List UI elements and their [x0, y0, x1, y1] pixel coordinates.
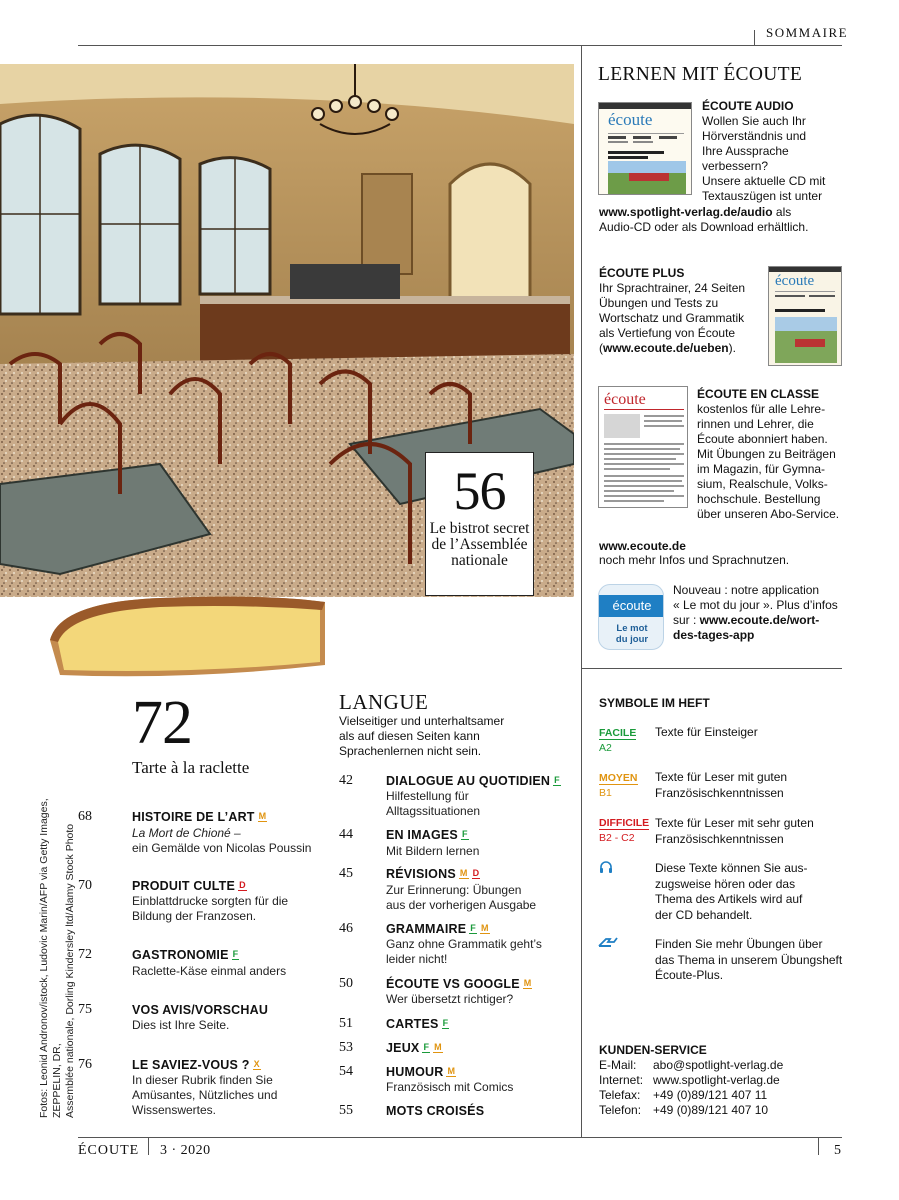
- audio-cd-cover[interactable]: [598, 102, 692, 195]
- text-line: Ihre Aussprache: [702, 144, 789, 158]
- toc-entry-desc: aus der vorherigen Ausgabe: [386, 898, 537, 912]
- toc-entry-title: VOS AVIS/VORSCHAU: [132, 1003, 269, 1017]
- highlight-title: Tarte à la raclette: [132, 758, 250, 777]
- toc-entry-desc: Bildung der Franzosen.: [132, 909, 257, 923]
- app-icon-label: [599, 623, 664, 645]
- web-link[interactable]: www.ecoute.de: [599, 539, 686, 553]
- credit-line: Assemblée nationale, Dorling Kindersley ltd/Alamy Stock Photo: [64, 823, 76, 1118]
- toc-entry-title: CARTES F: [386, 1017, 449, 1031]
- text-line: der CD behandelt.: [655, 907, 753, 922]
- app-icon-word: écoute: [599, 595, 664, 617]
- toc-entry-title: EN IMAGES F: [386, 828, 468, 842]
- text-line: Wollen Sie auch Ihr: [702, 114, 806, 128]
- service-fax: +49 (0)89/121 407 11: [653, 1088, 768, 1102]
- symbol-difficile-label: DIFFICILE: [599, 817, 650, 829]
- level-badge-moyen: M: [523, 978, 532, 988]
- toc-entry-desc: Einblattdrucke sorgten für die: [132, 894, 289, 908]
- toc-entry-title: LE SAVIEZ-VOUS ? X: [132, 1058, 260, 1072]
- text-line: Wortschatz und Grammatik: [599, 311, 745, 325]
- plus-text: [599, 281, 745, 356]
- text-fragment: (: [599, 341, 603, 355]
- level-badge-facile: F: [470, 923, 476, 933]
- text-line: Nouveau : notre application: [673, 583, 820, 597]
- app-link[interactable]: www.ecoute.de/wort-: [699, 613, 820, 627]
- text-line: Diese Texte können Sie aus-: [655, 861, 808, 875]
- toc-entry-desc: Wissenswertes.: [132, 1103, 217, 1117]
- text-line: « Le mot du jour ». Plus d’infos: [673, 598, 838, 612]
- toc-page-number: 53: [339, 1040, 353, 1055]
- classe-title: ÉCOUTE EN CLASSE: [697, 387, 820, 401]
- footer-tick: [148, 1138, 149, 1155]
- text-line: Écoute-Plus.: [655, 968, 724, 982]
- level-badge-facile: F: [442, 1018, 449, 1028]
- toc-page-number: 50: [339, 976, 353, 991]
- service-key: Internet:: [599, 1073, 644, 1087]
- service-phone-row: [599, 1103, 769, 1117]
- text-line: sium, Realschule, Volks-: [697, 477, 828, 491]
- web-desc: noch mehr Infos und Sprachnutzen.: [599, 553, 790, 567]
- toc-entry-title: GASTRONOMIE F: [132, 948, 239, 962]
- headphones-icon: [599, 860, 613, 879]
- toc-entry-title: MOTS CROISÉS: [386, 1104, 485, 1118]
- app-icon[interactable]: [598, 584, 664, 650]
- footer-tick: [818, 1138, 819, 1155]
- symbol-moyen-desc: [655, 770, 787, 801]
- symbol-facile-label: FACILE: [599, 727, 637, 739]
- plus-link[interactable]: www.ecoute.de/ueben: [603, 341, 729, 355]
- toc-entry-desc: Zur Erinnerung: Übungen: [386, 883, 522, 897]
- text-line: rinnen und Lehrer, die: [697, 417, 814, 431]
- level-badge-moyen: M: [480, 923, 489, 933]
- service-phone[interactable]: +49 (0)89/121 407 10: [653, 1103, 769, 1117]
- level-badge-moyen: M: [447, 1066, 456, 1076]
- symbol-difficile-desc: [655, 816, 814, 847]
- text-line: Thema des Artikels wird auf: [655, 892, 803, 906]
- toc-page-number: 54: [339, 1064, 353, 1079]
- service-website[interactable]: www.spotlight-verlag.de: [653, 1073, 780, 1087]
- text-line: hochschule. Bestellung: [697, 492, 821, 506]
- level-badge-moyen: M: [258, 811, 267, 821]
- level-badge-moyen: M: [459, 868, 468, 878]
- toc-entry-title: ÉCOUTE VS GOOGLE M: [386, 977, 532, 991]
- toc-entry-title: JEUX F M: [386, 1041, 442, 1055]
- section-title: SOMMAIRE: [766, 25, 849, 40]
- toc-entry-desc: Französisch mit Comics: [386, 1080, 514, 1094]
- level-badge-facile: F: [232, 949, 239, 959]
- level-badge-extra: X: [253, 1059, 260, 1069]
- toc-entry-title: RÉVISIONS M D: [386, 867, 480, 881]
- raclette-cheese-image[interactable]: [40, 580, 330, 680]
- text-line: Textauszügen ist unter: [702, 189, 823, 203]
- toc-entry-desc: Amüsantes, Nützliches und: [132, 1088, 278, 1102]
- langue-desc-line: Sprachenlernen nicht sein.: [339, 744, 482, 758]
- footer-page-number: 5: [834, 1143, 841, 1158]
- header-tick: [754, 30, 755, 45]
- text-line: Audio-CD oder als Download erhältlich.: [599, 220, 809, 234]
- toc-entry-title: HISTOIRE DE L’ART M: [132, 810, 267, 824]
- toc-entry-title: GRAMMAIRE F M: [386, 922, 489, 936]
- symbol-moyen-level: B1: [599, 787, 612, 799]
- service-key: Telefax:: [599, 1088, 641, 1102]
- highlight-page-number: 72: [132, 689, 192, 757]
- text-fragment: als: [772, 205, 792, 219]
- plus-title: ÉCOUTE PLUS: [599, 266, 685, 280]
- symbol-difficile-level: B2 - C2: [599, 832, 635, 844]
- toc-entry-desc: In dieser Rubrik finden Sie: [132, 1073, 273, 1087]
- text-line: Écoute abonniert haben.: [697, 432, 828, 446]
- audio-text-cont: [599, 205, 808, 235]
- text-line: Übungen und Tests zu: [599, 296, 719, 310]
- lernen-heading: LERNEN MIT ÉCOUTE: [598, 64, 803, 85]
- cover-logo-text: écoute: [608, 110, 653, 129]
- toc-page-number: 68: [78, 809, 92, 824]
- text-line: Finden Sie mehr Übungen über: [655, 937, 823, 951]
- pencil-hand-icon: [598, 935, 618, 953]
- text-line: Ihr Sprachtrainer, 24 Seiten: [599, 281, 746, 295]
- toc-page-number: 55: [339, 1103, 353, 1118]
- toc-entry-title: PRODUIT CULTE D: [132, 879, 246, 893]
- level-badge-moyen: M: [434, 1042, 442, 1052]
- feature-badge[interactable]: [425, 452, 534, 596]
- feature-title: Le bistrot secret de l’Assemblée nationale: [429, 520, 530, 569]
- text-line: das Thema in unserem Übungsheft: [655, 952, 843, 967]
- toc-entry-title: HUMOUR M: [386, 1065, 456, 1079]
- toc-page-number: 45: [339, 866, 353, 881]
- classe-text: [697, 402, 839, 522]
- toc-page-number: 51: [339, 1016, 353, 1031]
- symbol-exercise-desc: [655, 937, 842, 984]
- app-text: [673, 583, 838, 643]
- audio-title: ÉCOUTE AUDIO: [702, 99, 794, 113]
- app-icon-line: du jour: [615, 634, 649, 645]
- toc-entry-desc: Alltagssituationen: [386, 804, 481, 818]
- level-badge-facile: F: [461, 829, 468, 839]
- column-divider: [581, 45, 582, 1138]
- text-line: Texte für Leser mit sehr guten: [655, 816, 814, 830]
- service-email[interactable]: abo@spotlight-verlag.de: [653, 1058, 784, 1072]
- toc-entry-title: DIALOGUE AU QUOTIDIEN F: [386, 774, 560, 788]
- level-badge-facile: F: [554, 775, 560, 785]
- service-key: E-Mail:: [599, 1058, 637, 1072]
- text-line: Französischkenntnissen: [655, 785, 784, 800]
- cover-logo-text: écoute: [604, 391, 646, 408]
- text-line: als Vertiefung von Écoute: [599, 326, 736, 340]
- credit-line: Fotos: Leonid Andronov/istock, Ludovic Marin/AFP via Getty Images, ZEPPELIN, DR,: [38, 798, 63, 1118]
- service-heading: KUNDEN-SERVICE: [599, 1043, 707, 1057]
- service-fax-row: [599, 1088, 768, 1102]
- text-line: Französischkenntnissen: [655, 831, 784, 846]
- service-email-row: [599, 1058, 784, 1072]
- toc-entry-desc: leider nicht!: [386, 952, 448, 966]
- toc-entry-desc: Ganz ohne Grammatik geht’s: [386, 937, 542, 951]
- plus-cover[interactable]: [768, 266, 842, 366]
- toc-page-number: 46: [339, 921, 353, 936]
- symbols-heading: SYMBOLE IM HEFT: [599, 696, 710, 710]
- classe-preview[interactable]: [598, 386, 688, 508]
- service-web-row: [599, 1073, 780, 1087]
- symbol-moyen-label: MOYEN: [599, 772, 638, 784]
- toc-page-number: 75: [78, 1002, 92, 1017]
- toc-entry-desc: ein Gemälde von Nicolas Poussin: [132, 841, 312, 855]
- footer-rule: [78, 1137, 842, 1138]
- toc-entry-desc: Raclette-Käse einmal anders: [132, 964, 287, 978]
- toc-entry-desc: Hilfestellung für: [386, 789, 469, 803]
- toc-entry-desc: Mit Bildern lernen: [386, 844, 480, 858]
- text-line: Unsere aktuelle CD mit: [702, 174, 826, 188]
- toc-page-number: 76: [78, 1057, 92, 1072]
- photo-credit: [38, 748, 77, 1118]
- text-line: im Magazin, für Gymna-: [697, 462, 826, 476]
- cover-logo-text: écoute: [775, 273, 815, 289]
- symbol-facile-level: A2: [599, 742, 612, 754]
- text-line: Hörverständnis und: [702, 129, 807, 143]
- symbol-audio-desc: [655, 861, 808, 923]
- langue-description: [339, 714, 504, 759]
- app-icon-line: Le mot: [616, 623, 648, 634]
- text-line: zugsweise hören oder das: [655, 876, 796, 891]
- text-line: Texte für Einsteiger: [655, 725, 758, 739]
- audio-link[interactable]: www.spotlight-verlag.de/audio: [599, 205, 773, 219]
- level-badge-difficile: D: [239, 880, 246, 890]
- toc-page-number: 42: [339, 773, 353, 788]
- langue-desc-line: als auf diesen Seiten kann: [339, 729, 480, 743]
- audio-text: [702, 114, 825, 204]
- level-badge-difficile: D: [472, 868, 480, 878]
- text-line: Mit Übungen zu Beiträgen: [697, 447, 836, 461]
- footer-issue: 3 · 2020: [160, 1143, 211, 1158]
- text-fragment: sur :: [673, 613, 700, 627]
- footer-magazine: ÉCOUTE: [78, 1143, 140, 1158]
- header-rule: [78, 45, 842, 46]
- text-fragment: ).: [728, 341, 736, 355]
- symbol-facile-desc: [655, 725, 758, 741]
- text-line: Texte für Leser mit guten: [655, 770, 788, 784]
- toc-page-number: 70: [78, 878, 92, 893]
- langue-desc-line: Vielseitiger und unterhaltsamer: [339, 714, 505, 728]
- toc-page-number: 72: [78, 947, 92, 962]
- feature-page-number: 56: [453, 461, 506, 521]
- langue-heading: LANGUE: [339, 690, 429, 714]
- level-badge-facile: F: [423, 1042, 430, 1052]
- toc-entry-desc: Dies ist Ihre Seite.: [132, 1018, 230, 1032]
- app-link-cont[interactable]: des-tages-app: [673, 628, 755, 642]
- right-column-rule: [581, 668, 842, 669]
- text-line: verbessern?: [702, 159, 769, 173]
- toc-page-number: 44: [339, 827, 353, 842]
- text-line: über unseren Abo-Service.: [697, 507, 840, 521]
- toc-entry-desc: La Mort de Chioné –: [132, 826, 241, 840]
- service-key: Telefon:: [599, 1103, 642, 1117]
- toc-entry-desc: Wer übersetzt richtiger?: [386, 992, 514, 1006]
- text-line: kostenlos für alle Lehre-: [697, 402, 826, 416]
